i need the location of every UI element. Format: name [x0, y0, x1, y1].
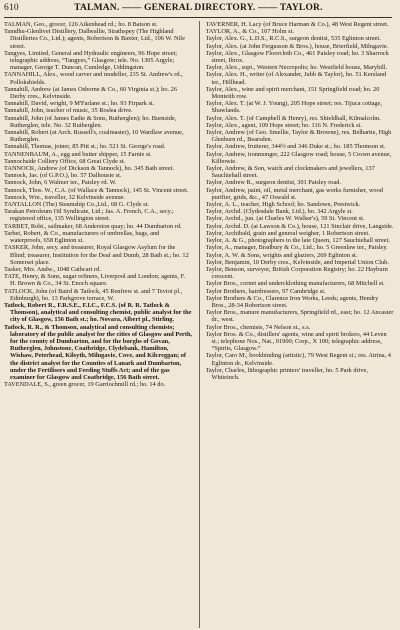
directory-entry: Taylor Bros., chemists, 74 Nelson st., s.s. [205, 323, 311, 331]
directory-entry: Taylor, Alex., wine and spirit merchant, 151 Springfield road; ho. 20 Monteith row. [205, 85, 380, 101]
directory-entry: TANNOCK, Andrew (of Dickson & Tannock), ho. 345 Bath street. [4, 165, 175, 173]
directory-entry: Tannahill, Andrew (at James Osborne & Co., 60 Virginia st.); ho. 26 Derby cres., Kelvinside. [4, 85, 178, 101]
directory-entry: Taylor, Alex. H., writer (of Alexander, Jubb & Taylor), ho. 51 Kersland ter., Hillhead. [205, 71, 387, 86]
directory-entry: Taylor Bros., cornet and undercklothing manufacturers, 68 Mitchell st. [205, 280, 385, 288]
directory-entry: Taylor, Alex. T. (of Campbell & Henry), res. Shieldhall, Kilmalcolm. [205, 114, 381, 122]
directory-entry: Taylor, A. L., teacher, High School; ho. Sandown, Prestwick. [205, 201, 361, 209]
directory-entry: Tatlock, Robert R., F.R.S.E., F.I.C., F.C.S. (of R. R. Tatlock & Thomson), analytical and consulting chemist, public analyst for the city of Glasgow, 156 Bath st.; ho. Novara, Albert pl., Stirling. [4, 301, 192, 324]
directory-entry: Tannock, Thos. W., C.A. (of Wallace & Tannock), 145 St. Vincent street. [4, 186, 189, 194]
directory-entry: TAYLOR, A., & Co., 107 Holm st. [205, 28, 294, 36]
directory-entry: Taylor, Alex. G., L.D.S., R.C.S., surgeon dentist, 535 Eglinton street. [205, 35, 381, 43]
directory-entry: Tannahill, Robert (at Arch. Russell's, coalmaster), 10 Wardlaw avenue, Rutherglen. [4, 129, 184, 144]
directory-entry: Taylor, Archd., jun. (at Charles W. Walker's), 59 St. Vincent st. [205, 215, 365, 223]
page-number: 610 [4, 3, 19, 13]
directory-entry: Tasker, Mrs. Andw., 1048 Cathcart rd. [4, 265, 101, 273]
directory-entry: TANNAHILL, Alex., wood carver and modeller, 235 St. Andrew's rd., Pollokshields. [4, 71, 183, 86]
column-divider [199, 21, 200, 628]
directory-entry: Taylor, Archibald, grain and general weigher, 1 Robertson street. [205, 229, 370, 237]
directory-entry: TATE, Henry, & Sons, sugar refiners, Liverpool and London; agents, F. H. Brown & Co., 34 St. Enoch square. [4, 273, 186, 288]
header-rule [4, 17, 392, 18]
directory-entry: Tannock, Wm., traveller, 32 Kelvinside avenue. [4, 193, 126, 201]
directory-entry: Tannochside Colliery Office, 68 Great Clyde st. [4, 157, 126, 165]
directory-entry: Taylor, Benjamin, 10 Derby cres., Kelvinside, and Imperial Union Club. [205, 258, 389, 266]
directory-entry: Taylor, Andrew, fruiterer, 344½ and 346 Duke st.; ho. 185 Thomson st. [205, 143, 386, 151]
directory-entry: Tannahill, John (of James Eadie & Sons, Rutherglen); ho. Burnside, Rutherglen, tele. No. 32 Rutherglen. [4, 114, 177, 129]
directory-entry: Tangyes, Limited, General and Hydraulic engineers, 96 Hope street; telegraphic address, “Tangyes,” Glasgow; tele. No. 1305 Argyle; manager, George T. Duncan, Cumledge, Uddingston. [4, 49, 178, 72]
directory-entry: TATLOCK, John (of Baird & Tatlock, 45 Renfrew st. and 7 Teviot pl., Edinburgh), ho. 13 Parkgrove terrace, W. [4, 287, 183, 302]
directory-entry: Tarbet, Robert, & Co., manufacturers of umbrellas, bags, and waterproofs, 658 Eglinton st. [4, 229, 160, 245]
directory-entry: Taylor, Andrew, paint, oil, metal merchant, gas works furnisher, wood purifier, grids, &c., 47 Oswald st. [205, 186, 383, 201]
directory-entry: TANNENBAUM, A., egg and butter shipper, 15 Farnie st. [4, 150, 152, 158]
directory-entry: Tannahill, David, wright, 9 M'Farlane st.; ho. 93 Firpark st. [4, 100, 155, 108]
directory-entry: TARBET, Robt., sailmaker, 68 Anderston quay; ho. 44 Dumbarton rd. [4, 222, 182, 230]
directory-entry: Taylor, Charles, lithographic printers' traveller, ho. 5 Park drive, Whiteinch. [205, 366, 368, 381]
directory-entry: TANTALLON (The) Steamship Co.,Ltd., 68 G. Clyde st. [4, 201, 150, 209]
page-header [4, 3, 392, 17]
right-column [206, 21, 395, 628]
directory-entry: Taylor, A. W. & Sons, wrights and glaziers, 269 Eglinton st. [205, 251, 358, 259]
directory-entry: Taylor, Alex. T. (at W. J. Young), 205 Hope street; res. Tijuca cottage, Shawlands. [205, 100, 382, 115]
left-column [4, 21, 193, 628]
directory-entry: Taylor, A., manager, Bradbury & Co., Ltd.; ho. 5 Greenlaw ter., Paisley. [205, 244, 388, 252]
directory-entry: Taylor, Andrew R., surgeon dentist, 301 Paisley road. [205, 179, 342, 187]
directory-entry: Taylor Brothers & Co., Clarence Iron Works, Leeds; agents, Hendry Bros., 28-34 Robertson street. [205, 294, 379, 309]
directory-entry: Taylor, A. & G., photographers to the late Queen, 127 Sauchiehall street. [205, 237, 390, 245]
directory-entry: Taylor, Alex., Glasgow Floorcloth Co., 461 Paisley road; ho. 3 Sharrock street, Ibrox. [205, 49, 389, 65]
directory-entry: TALMAN, Geo., grocer, 126 Aikenhead rd.; ho. 8 Batson st. [4, 21, 158, 28]
directory-entry: TAVENDALE, S., green grocer, 19 Garriochmill rd.; ho. 14 do. [4, 381, 166, 389]
directory-entry: Taylor, Andrew, & Son, watch and clockmakers and jewellers, 137 Sauchiehall street. [205, 165, 375, 180]
directory-entry: Tannock, Jas. (of G.P.O.), ho. 57 Dalhousie st. [4, 172, 122, 180]
directory-entry: Tannahill, John, teacher of music, 35 Roslea drive. [4, 107, 133, 115]
directory-entry: Taylor, Archd. (Clydesdale Bank, Ltd.), ho. 342 Argyle st. [205, 208, 353, 216]
directory-entry: TAVERNER, H. Lacy (of Bruce Harman & Co.), 48 West Regent street. [205, 21, 389, 28]
directory-entry: Taylor, Archd. D. (at Lawson & Co.), house, 121 Sinclair drive, Langside. [205, 222, 394, 230]
directory-entry: Taylor Bros., manure manufacturers, Springfield rd., east; ho. 12 Ancaster dr., west. [205, 309, 394, 324]
directory-entry: Taylor, Caro M., bookbinding (artistic), 79 West Regent st.; res. Atrina, 4 Eglinton dr., Kelvinside. [205, 352, 391, 367]
directory-entry: Taylor Brothers, hairdressers, 97 Cambridge st. [205, 287, 326, 295]
directory-entry: Taylor, Benson, surveyor, British Corporation Registry; ho. 22 Hayburn crescent. [205, 265, 388, 281]
directory-entry: Tamdhu-Glenlivet Distillery, Dalbeallie, Strathspey (The Highland Distilleries Co., Ltd.); agents, Robertson & Baxter, Ltd., 106 W. Nile street. [4, 28, 185, 50]
directory-entry: TASKER, John, secy. and treasurer, Royal Glasgow Asylum for the Blind; treasurer, Institution for the Deaf and Dumb, 28 Bath st.; ho. 12 Somerset place. [4, 244, 189, 266]
directory-entry: Taylor, Alex., supt., Western Necropolis; ho. Westfield house, Maryhill. [205, 64, 388, 72]
directory-entry: Taylor, Alex., agent, 109 Hope street; ho. 116 N. Frederick st. [205, 121, 362, 129]
directory-entry: Taylor Bros. & Co., distillers' agents, wine and spirit brokers, 44 Leven st.; telephone Nos., Nat., 01900; Corp., X 100; telegraphic address, “Spirits, Glasgow.” [205, 330, 387, 353]
directory-entry: Tarakan Petroleum Oil Syndicate, Ltd.; Jas. A. French, C.A., secy.; registered office, 135 Wellington street. [4, 208, 174, 223]
directory-entry: Tannahill, Thomas, joiner, 85 Pitt st.; ho. 521 St. George's road. [4, 143, 166, 151]
directory-entry: Taylor, Andrew (of Geo. Smellie, Taylor & Browne), res. Belhartie, High Glenburn rd., Bearsden. [205, 129, 392, 144]
directory-entry: Taylor, Andrew, ironmonger, 222 Glasgow road; house, 5 Crown avenue, Kilbowie. [205, 150, 392, 165]
running-title: TALMAN. —— GENERAL DIRECTORY. —— TAYLOR. [74, 3, 323, 13]
directory-columns [4, 21, 394, 628]
directory-entry: Tannock, John, 6 Walmer ter., Paisley rd. W. [4, 179, 117, 187]
directory-entry: Taylor, Alex. (at John Fergusson & Bros.), house, Brierfield, Milngavie. [205, 42, 389, 50]
directory-entry: Tatlock, R. R., & Thomson, analytical and consulting chemists; laboratory of the public analyst for the cities of Glasgow and Perth, for the county of Dumbarton, and for the burghs of Govan, Rutherglen, Johnstone, Coatbridge, Clydebank, Hamilton, Wishaw, Peterhead, Kilsyth, Milngavie, Cove, and Kilcreggan; of the district analyst for the Counties of Lanark and Dumbarton, under the Fertilisers and Feeding Stuffs Act; and of the gas examiner for Glasgow and Coatbridge, 156 Bath street. [4, 323, 193, 381]
